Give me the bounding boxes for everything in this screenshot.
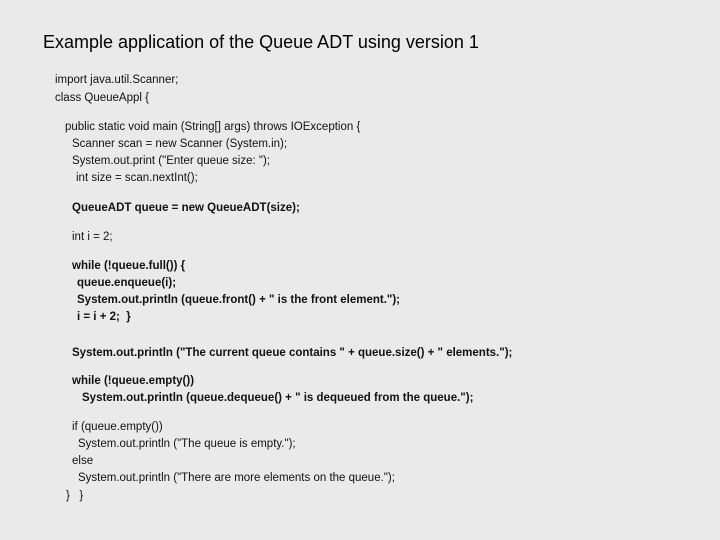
code-line: Scanner scan = new Scanner (System.in); <box>72 138 288 150</box>
code-line: System.out.println (queue.front() + " is the front element."); <box>77 294 401 306</box>
code-line: else <box>72 455 94 467</box>
code-line: if (queue.empty()) <box>72 421 163 433</box>
code-line: System.out.println ("The current queue contains " + queue.size() + " elements."); <box>72 347 513 359</box>
code-line: while (!queue.full()) { <box>72 260 186 272</box>
code-line: public static void main (String[] args) throws IOException { <box>65 121 361 133</box>
code-line: System.out.print ("Enter queue size: "); <box>72 155 270 167</box>
code-line: int i = 2; <box>72 231 113 243</box>
code-line: class QueueAppl { <box>55 92 149 104</box>
code-line: System.out.println (queue.dequeue() + " is dequeued from the queue."); <box>82 392 474 404</box>
code-line: int size = scan.nextInt(); <box>76 172 198 184</box>
code-line: queue.enqueue(i); <box>77 277 177 289</box>
code-line: i = i + 2; } <box>77 311 131 323</box>
slide-title: Example application of the Queue ADT using version 1 <box>43 32 479 52</box>
code-line: System.out.println ("There are more elements on the queue."); <box>78 472 395 484</box>
code-line: QueueADT queue = new QueueADT(size); <box>72 202 300 214</box>
code-line: } } <box>66 490 84 502</box>
code-line: import java.util.Scanner; <box>55 74 179 86</box>
code-line: while (!queue.empty()) <box>72 375 195 387</box>
code-line: System.out.println ("The queue is empty."); <box>78 438 296 450</box>
